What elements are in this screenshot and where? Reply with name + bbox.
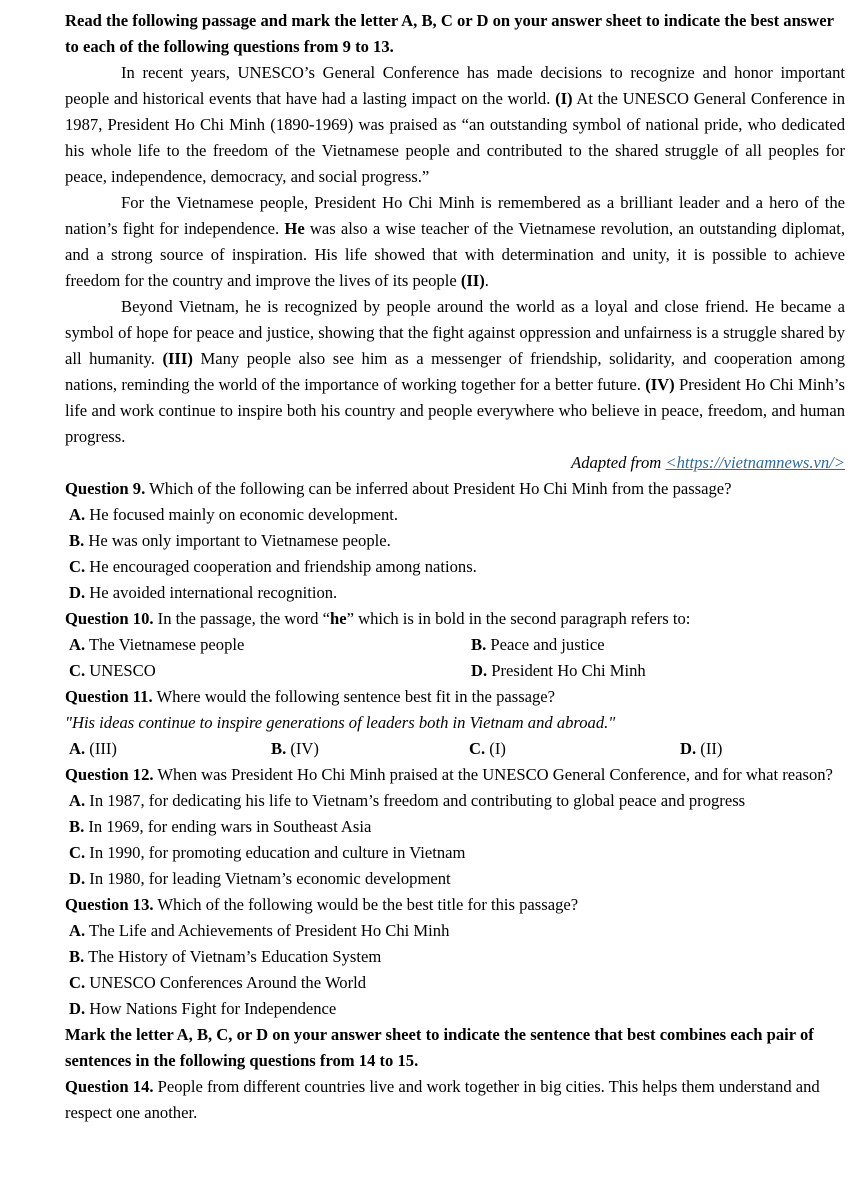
question-11-quote: "His ideas continue to inspire generations of leaders both in Vietnam and abroad." bbox=[65, 713, 616, 732]
option-letter: C. bbox=[469, 739, 486, 758]
question-12 bbox=[65, 762, 845, 788]
option-text: UNESCO bbox=[85, 661, 156, 680]
q9-option-d[interactable] bbox=[65, 580, 845, 606]
q13-option-d[interactable] bbox=[65, 996, 845, 1022]
question-14-text: People from different countries live and work together in big cities. This helps them understand and respect one another. bbox=[65, 1077, 820, 1122]
option-letter: D. bbox=[471, 661, 488, 680]
p1-text-b: At the UNESCO General Conference in 1987, President Ho Chi Minh (1890-1969) was praised as “an outstanding symbol of national pride, who dedicated his whole life to the freedom of the Vietnamese people and contributed to the shared struggle of all peoples for peace, independence, democracy, and social progress.” bbox=[65, 89, 845, 186]
q13-option-c[interactable] bbox=[65, 970, 845, 996]
q9-option-b[interactable] bbox=[65, 528, 845, 554]
question-11 bbox=[65, 684, 845, 710]
p1-text-a: In recent years, UNESCO’s General Conference has made decisions to recognize and honor important people and historical events that have had a lasting impact on the world. bbox=[65, 63, 845, 108]
p3-text-b: Many people also see him as a messenger of friendship, solidarity, and cooperation among nations, reminding the world of the importance of working together for a better future. bbox=[65, 349, 845, 394]
p3-text-a: Beyond Vietnam, he is recognized by people around the world as a loyal and close friend. He became a symbol of hope for peace and justice, showing that the fight against oppression and unfairness is a struggle shared by all humanity. bbox=[65, 297, 845, 368]
question-10 bbox=[65, 606, 845, 632]
q11-option-a[interactable] bbox=[69, 736, 271, 762]
option-letter: D. bbox=[69, 999, 86, 1018]
q12-option-d[interactable] bbox=[65, 866, 845, 892]
q12-option-b[interactable] bbox=[65, 814, 845, 840]
p2-text-c: . bbox=[484, 271, 489, 290]
q12-option-c[interactable] bbox=[65, 840, 845, 866]
option-text: President Ho Chi Minh bbox=[487, 661, 646, 680]
option-letter: B. bbox=[69, 947, 85, 966]
option-text: He was only important to Vietnamese people. bbox=[84, 531, 391, 550]
option-letter: B. bbox=[271, 739, 287, 758]
p2-text-a: For the Vietnamese people, President Ho Chi Minh is remembered as a brilliant leader and a hero of the nation’s fight for independence. bbox=[65, 193, 845, 238]
question-13-label: Question 13. bbox=[65, 895, 154, 914]
question-11-label: Question 11. bbox=[65, 687, 153, 706]
option-text: In 1987, for dedicating his life to Vietnam’s freedom and contributing to global peace and progress bbox=[85, 791, 746, 810]
option-text: Peace and justice bbox=[486, 635, 605, 654]
marker-iii: (III) bbox=[162, 349, 193, 368]
q13-option-a[interactable] bbox=[65, 918, 845, 944]
option-text: The History of Vietnam’s Education System bbox=[84, 947, 382, 966]
q10-options-row-2 bbox=[65, 658, 845, 684]
option-letter: A. bbox=[69, 739, 86, 758]
passage-paragraph-3 bbox=[65, 294, 845, 450]
marker-ii: (II) bbox=[460, 271, 485, 290]
q10-options-row-1 bbox=[65, 632, 845, 658]
question-9-text: Which of the following can be inferred about President Ho Chi Minh from the passage? bbox=[145, 479, 732, 498]
option-letter: C. bbox=[69, 557, 86, 576]
option-letter: C. bbox=[69, 973, 86, 992]
source-link[interactable]: <https://vietnamnews.vn/> bbox=[665, 453, 845, 472]
q9-option-a[interactable] bbox=[65, 502, 845, 528]
option-letter: B. bbox=[471, 635, 487, 654]
q11-option-d[interactable] bbox=[680, 736, 722, 762]
passage-paragraph-1 bbox=[65, 60, 845, 190]
option-text: He avoided international recognition. bbox=[85, 583, 338, 602]
question-12-label: Question 12. bbox=[65, 765, 154, 784]
source-prefix: Adapted from bbox=[571, 453, 666, 472]
question-10-text-a: In the passage, the word “ bbox=[153, 609, 330, 628]
option-letter: D. bbox=[69, 869, 86, 888]
option-letter: A. bbox=[69, 505, 86, 524]
q13-option-b[interactable] bbox=[65, 944, 845, 970]
option-text: (IV) bbox=[286, 739, 319, 758]
reading-instruction: Read the following passage and mark the letter A, B, C or D on your answer sheet to indicate the best answer to each of the following questions from 9 to 13. bbox=[65, 11, 834, 56]
combine-instruction: Mark the letter A, B, C, or D on your answer sheet to indicate the sentence that best combines each pair of sentences in the following questions from 14 to 15. bbox=[65, 1025, 814, 1070]
option-text: (I) bbox=[485, 739, 506, 758]
option-text: (II) bbox=[696, 739, 723, 758]
p3-text-c: President Ho Chi Minh’s life and work continue to inspire both his country and people everywhere who believe in peace, freedom, and human progress. bbox=[65, 375, 845, 446]
option-letter: C. bbox=[69, 661, 86, 680]
question-13 bbox=[65, 892, 845, 918]
question-10-text-b: ” which is in bold in the second paragraph refers to: bbox=[346, 609, 691, 628]
bold-word-he: He bbox=[284, 219, 305, 238]
option-text: He focused mainly on economic development. bbox=[85, 505, 399, 524]
question-14-label: Question 14. bbox=[65, 1077, 154, 1096]
option-letter: B. bbox=[69, 817, 85, 836]
marker-i: (I) bbox=[555, 89, 573, 108]
question-12-text: When was President Ho Chi Minh praised at the UNESCO General Conference, and for what reason? bbox=[153, 765, 833, 784]
option-text: He encouraged cooperation and friendship among nations. bbox=[85, 557, 477, 576]
q11-option-b[interactable] bbox=[271, 736, 469, 762]
exam-page bbox=[65, 8, 845, 1126]
source-citation bbox=[65, 450, 845, 476]
option-letter: C. bbox=[69, 843, 86, 862]
option-text: In 1990, for promoting education and culture in Vietnam bbox=[85, 843, 466, 862]
option-text: In 1969, for ending wars in Southeast Asia bbox=[84, 817, 372, 836]
question-9-label: Question 9. bbox=[65, 479, 146, 498]
question-11-text: Where would the following sentence best fit in the passage? bbox=[152, 687, 556, 706]
q10-option-d[interactable] bbox=[471, 658, 646, 684]
question-10-word: he bbox=[330, 609, 347, 628]
q10-option-a[interactable] bbox=[69, 632, 471, 658]
option-letter: A. bbox=[69, 791, 86, 810]
q10-option-b[interactable] bbox=[471, 632, 605, 658]
option-letter: A. bbox=[69, 921, 86, 940]
q10-option-c[interactable] bbox=[69, 658, 471, 684]
option-text: How Nations Fight for Independence bbox=[85, 999, 337, 1018]
option-text: In 1980, for leading Vietnam’s economic development bbox=[85, 869, 451, 888]
question-10-label: Question 10. bbox=[65, 609, 154, 628]
marker-iv: (IV) bbox=[645, 375, 675, 394]
passage-paragraph-2 bbox=[65, 190, 845, 294]
q12-option-a[interactable] bbox=[65, 788, 845, 814]
option-letter: B. bbox=[69, 531, 85, 550]
q11-options-row bbox=[65, 736, 845, 762]
option-text: UNESCO Conferences Around the World bbox=[85, 973, 367, 992]
option-letter: A. bbox=[69, 635, 86, 654]
option-text: The Life and Achievements of President Ho Chi Minh bbox=[85, 921, 450, 940]
q9-option-c[interactable] bbox=[65, 554, 845, 580]
question-14 bbox=[65, 1074, 845, 1126]
option-text: The Vietnamese people bbox=[85, 635, 245, 654]
question-9 bbox=[65, 476, 845, 502]
question-13-text: Which of the following would be the best title for this passage? bbox=[153, 895, 579, 914]
option-text: (III) bbox=[85, 739, 117, 758]
option-letter: D. bbox=[69, 583, 86, 602]
option-letter: D. bbox=[680, 739, 697, 758]
p2-text-b: was also a wise teacher of the Vietnamese revolution, an outstanding diplomat, and a strong source of inspiration. His life showed that with determination and unity, it is possible to achieve freedom for the country and improve the lives of its people bbox=[65, 219, 845, 290]
q11-option-c[interactable] bbox=[469, 736, 680, 762]
